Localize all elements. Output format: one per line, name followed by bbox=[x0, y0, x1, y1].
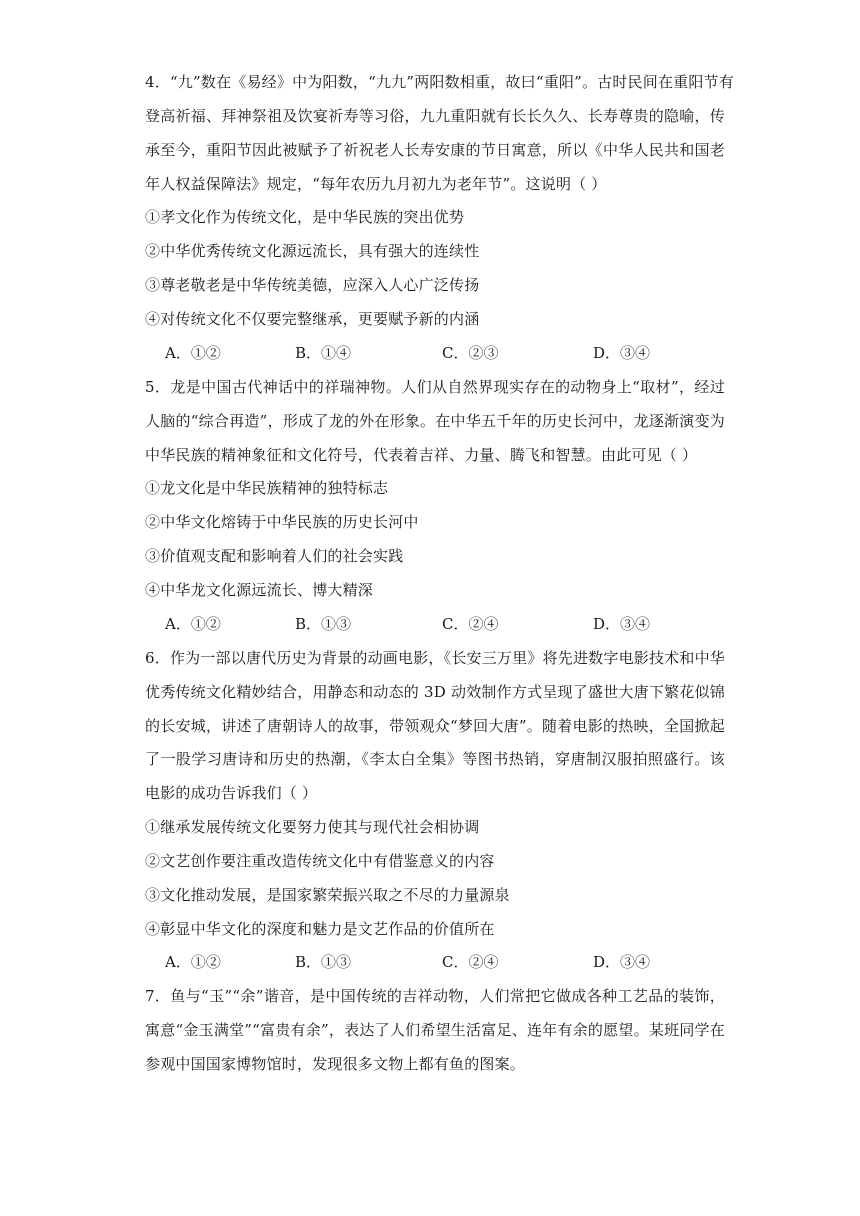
q4-option-b[interactable]: B．①④ bbox=[295, 344, 352, 362]
q6-statement-2: ②文艺创作要注重改造传统文化中有借鉴意义的内容 bbox=[145, 852, 495, 870]
q4-option-c[interactable]: C．②③ bbox=[442, 344, 499, 362]
q4-stem-line-3: 承至今，重阳节因此被赋予了祈祝老人长寿安康的节日寓意，所以《中华人民共和国老 bbox=[145, 141, 725, 159]
q5-stem-line-1: 5．龙是中国古代神话中的祥瑞神物。人们从自然界现实存在的动物身上“取材”，经过 bbox=[145, 378, 725, 396]
q6-statement-1: ①继承发展传统文化要努力使其与现代社会相协调 bbox=[145, 818, 480, 836]
q5-statement-1: ①龙文化是中华民族精神的独特标志 bbox=[145, 479, 389, 497]
q5-statement-2: ②中华文化熔铸于中华民族的历史长河中 bbox=[145, 513, 419, 531]
q7-stem-line-1: 7．鱼与“玉”“余”谐音，是中国传统的吉祥动物，人们常把它做成各种工艺品的装饰， bbox=[145, 987, 725, 1005]
q5-stem-line-2: 人脑的“综合再造”，形成了龙的外在形象。在中华五千年的历史长河中，龙逐渐演变为 bbox=[145, 412, 725, 430]
q5-option-a[interactable]: A．①② bbox=[165, 615, 221, 633]
q6-statement-4: ④彰显中华文化的深度和魅力是文艺作品的价值所在 bbox=[145, 920, 495, 938]
q5-option-d[interactable]: D．③④ bbox=[593, 615, 651, 633]
q4-stem-line-2: 登高祈福、拜神祭祖及饮宴祈寿等习俗，九九重阳就有长长久久、长寿尊贵的隐喻，传 bbox=[145, 107, 725, 125]
q5-stem-line-3: 中华民族的精神象征和文化符号，代表着吉祥、力量、腾飞和智慧。由此可见（ ） bbox=[145, 446, 698, 464]
q6-option-b[interactable]: B．①③ bbox=[295, 953, 352, 971]
q5-statement-4: ④中华龙文化源远流长、博大精深 bbox=[145, 581, 374, 599]
q6-statement-3: ③文化推动发展，是国家繁荣振兴取之不尽的力量源泉 bbox=[145, 886, 510, 904]
q6-stem-line-1: 6．作为一部以唐代历史为背景的动画电影，《长安三万里》将先进数字电影技术和中华 bbox=[145, 649, 725, 667]
q7-stem-line-3: 参观中国国家博物馆时，发现很多文物上都有鱼的图案。 bbox=[145, 1055, 526, 1073]
q6-option-d[interactable]: D．③④ bbox=[593, 953, 651, 971]
q6-stem-line-5: 电影的成功告诉我们（ ） bbox=[145, 784, 318, 802]
q6-stem-line-4: 了一股学习唐诗和历史的热潮，《李太白全集》等图书热销，穿唐制汉服拍照盛行。该 bbox=[145, 750, 725, 768]
q4-statement-4: ④对传统文化不仅要完整继承，更要赋予新的内涵 bbox=[145, 310, 480, 328]
q5-option-b[interactable]: B．①③ bbox=[295, 615, 352, 633]
q4-statement-3: ③尊老敬老是中华传统美德，应深入人心广泛传扬 bbox=[145, 276, 480, 294]
q5-option-c[interactable]: C．②④ bbox=[442, 615, 499, 633]
q6-stem-line-2: 优秀传统文化精妙结合，用静态和动态的 3D 动效制作方式呈现了盛世大唐下繁花似锦 bbox=[145, 683, 725, 701]
q7-stem-line-2: 寓意“金玉满堂”“富贵有余”，表达了人们希望生活富足、连年有余的愿望。某班同学在 bbox=[145, 1021, 725, 1039]
q4-option-d[interactable]: D．③④ bbox=[593, 344, 651, 362]
q4-stem-line-1: 4．“九”数在《易经》中为阳数，“九九”两阳数相重，故曰“重阳”。古时民间在重阳节有 bbox=[145, 73, 734, 91]
q4-stem-line-4: 年人权益保障法》规定，“每年农历九月初九为老年节”。这说明（ ） bbox=[145, 175, 607, 193]
q6-option-a[interactable]: A．①② bbox=[165, 953, 221, 971]
q6-stem-line-3: 的长安城，讲述了唐朝诗人的故事，带领观众“梦回大唐”。随着电影的热映，全国掀起 bbox=[145, 717, 725, 735]
q5-statement-3: ③价值观支配和影响着人们的社会实践 bbox=[145, 547, 404, 565]
q4-statement-1: ①孝文化作为传统文化，是中华民族的突出优势 bbox=[145, 208, 465, 226]
q4-statement-2: ②中华优秀传统文化源远流长，具有强大的连续性 bbox=[145, 242, 480, 260]
q6-option-c[interactable]: C．②④ bbox=[442, 953, 499, 971]
q4-option-a[interactable]: A．①② bbox=[165, 344, 221, 362]
